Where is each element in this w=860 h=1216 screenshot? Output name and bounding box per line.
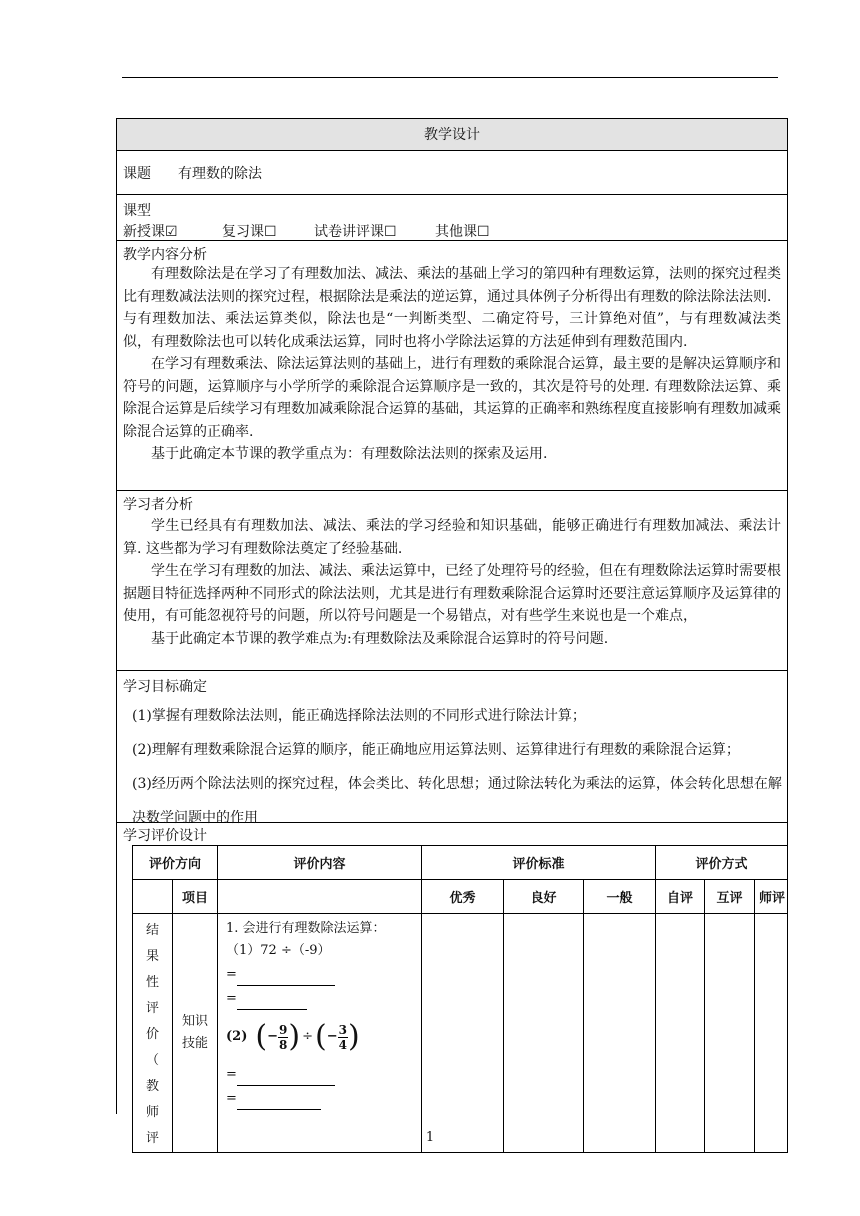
lesson-type-row (117, 195, 787, 241)
learner-paragraph: 学生已经具有有理数加法、减法、乘法的学习经验和知识基础，能够正确进行有理数加减法、乘法计算. 这些都为学习有理数除法奠定了经验基础. (123, 518, 781, 557)
answer-line-1: = (226, 964, 421, 986)
direction-char: 师 (145, 1105, 159, 1120)
average-cell (584, 914, 656, 1153)
header-rule (122, 77, 778, 78)
answer-line-4: = (226, 1088, 421, 1110)
direction-char: 教 (145, 1079, 159, 1094)
goals-heading: 学习目标确定 (123, 679, 207, 695)
question-2: (2) ( − $\frac{9}{8}$ ) ÷ ( − $\frac{3}{4}$ ) (226, 1019, 360, 1054)
page-number: 1 (425, 1130, 435, 1145)
direction-char: 评 (145, 1131, 159, 1146)
lesson-type-option-other: 其他课☐ (435, 224, 490, 240)
lesson-type-option-review: 复习课☐ (222, 224, 277, 240)
teacher-cell (755, 914, 788, 1153)
good-cell (504, 914, 584, 1153)
header-content-blank (218, 880, 422, 914)
question-cell (218, 914, 422, 1153)
header-standard: 评价标准 (422, 846, 656, 880)
header-direction: 评价方向 (133, 846, 218, 880)
topic-row (117, 151, 787, 195)
direction-char: 价 (145, 1027, 159, 1042)
question-1: （1）72 ÷（-9） (226, 943, 331, 958)
lesson-type-option-new: 新授课☑ (123, 224, 178, 240)
answer-line-3: = (226, 1064, 421, 1086)
goals-section (117, 671, 787, 826)
lesson-type-label: 课型 (123, 203, 151, 219)
learner-analysis-heading: 学习者分析 (123, 497, 193, 513)
direction-char: 评 (145, 1001, 159, 1016)
learner-paragraph: 学生在学习有理数的加法、减法、乘法运算中，已经了处理符号的经验，但在有理数除法运算时需要根据题目特征选择两种不同形式的除法法则，尤其是进行有理数乘除混合运算时还要注意运算顺序及运算律的使用，有可能忽视符号的问题，所以符号问题是一个易错点，对有些学生来说也是一个难点， (123, 563, 781, 624)
direction-char: 结 (145, 923, 159, 938)
fraction-9-8: $\frac{9}{8}$ (279, 1022, 288, 1052)
direction-char: 性 (145, 975, 159, 990)
header-peer: 互评 (705, 880, 755, 914)
header-item: 项目 (173, 880, 218, 914)
fraction-3-4: $\frac{3}{4}$ (338, 1022, 347, 1052)
header-content: 评价内容 (218, 846, 422, 880)
direction-cell (133, 914, 173, 1153)
content-paragraph: 基于此确定本节课的教学重点为：有理数除法法则的探索及运用. (151, 446, 548, 462)
header-average: 一般 (584, 880, 656, 914)
header-excellent: 优秀 (422, 880, 504, 914)
learner-analysis-section (117, 491, 787, 671)
topic-label: 课题 (123, 166, 151, 182)
goal-item: (2)理解有理数乘除混合运算的顺序，能正确地应用运算法则、运算律进行有理数的乘除混合运算； (132, 742, 740, 758)
header-blank (133, 880, 173, 914)
header-method: 评价方式 (656, 846, 788, 880)
direction-char: （ (145, 1053, 159, 1068)
learner-analysis-text (123, 515, 781, 650)
direction-char: 果 (145, 949, 159, 964)
content-paragraph: 有理数除法是在学习了有理数加法、减法、乘法的基础上学习的第四种有理数运算，法则的探究过程类比有理数减法法则的探究过程，根据除法是乘法的逆运算，通过具体例子分析得出有理数的除法除法法则．与有理数加法、乘法运算类似，除法也是“一判断类型、二确定符号，三计算绝对值”，与有理数减法类似，有理数除法也可以转化成乘法运算，同时也将小学除法运算的方法延伸到有理数范围内. (123, 266, 781, 350)
peer-cell (705, 914, 755, 1153)
evaluation-heading: 学习评价设计 (123, 828, 207, 844)
self-cell (656, 914, 705, 1153)
header-good: 良好 (504, 880, 584, 914)
excellent-cell (422, 914, 504, 1153)
goals-list (132, 699, 782, 835)
topic-value: 有理数的除法 (178, 166, 262, 182)
header-teacher: 师评 (755, 880, 788, 914)
content-paragraph: 在学习有理数乘法、除法运算法则的基础上，进行有理数的乘除混合运算，最主要的是解决运算顺序和符号的问题，运算顺序与小学所学的乘除混合运算顺序是一致的，其次是符号的处理. 有理数除法运算、乘除混合运算是后续学习有理数加减乘除混合运算的基础，其运算的正确率和熟练程度直接影响有理数加减乘除混合运算的正确率. (123, 356, 781, 440)
content-analysis-text (123, 263, 781, 466)
lesson-plan-table (116, 118, 788, 1146)
goal-item: (1)掌握有理数除法法则，能正确选择除法法则的不同形式进行除法计算； (132, 708, 586, 724)
header-self: 自评 (656, 880, 705, 914)
item-cell: 知识技能 (173, 914, 218, 1153)
learner-paragraph: 基于此确定本节课的教学难点为:有理数除法及乘除混合运算时的符号问题. (151, 630, 609, 647)
question-title: 1. 会进行有理数除法运算： (226, 921, 386, 936)
goal-item: (3)经历两个除法法则的探究过程，体会类比、转化思想；通过除法转化为乘法的运算，体会转化思想在解决数学问题中的作用 (132, 776, 782, 826)
content-analysis-heading: 教学内容分析 (123, 247, 207, 263)
content-analysis-section (117, 241, 787, 491)
lesson-type-option-exam: 试卷讲评课☐ (314, 224, 397, 240)
answer-line-2: = (226, 988, 421, 1010)
table-title: 教学设计 (117, 119, 787, 151)
evaluation-table (132, 845, 788, 1153)
